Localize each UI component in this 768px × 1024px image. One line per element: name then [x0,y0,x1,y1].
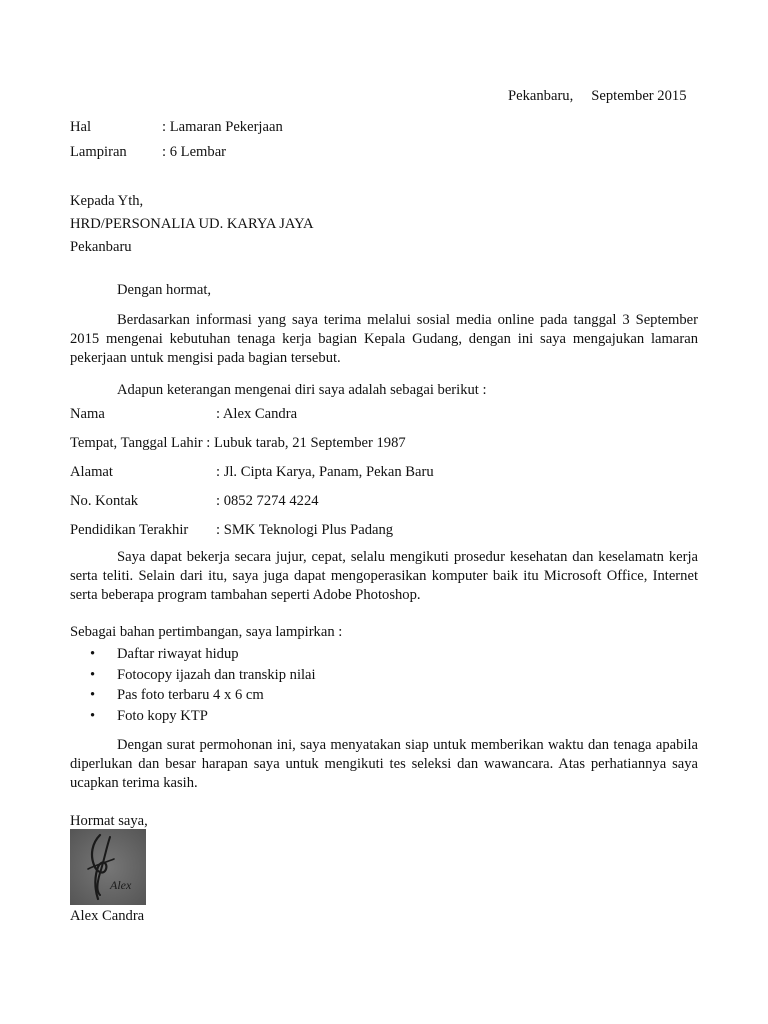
signature-image [70,829,146,905]
identity-intro: Adapun keterangan mengenai diri saya adalah sebagai berikut : [117,382,487,398]
recipient-line-1: Kepada Yth, [70,193,144,209]
identity-label: Tempat, Tanggal Lahir [70,435,203,451]
attachments-list [70,645,316,727]
identity-value: : Alex Candra [216,406,298,422]
attachment-count-value: : 6 Lembar [162,144,227,160]
paragraph-3 [70,736,698,793]
paragraph-3-text: Dengan surat permohonan ini, saya menyatakan siap untuk memberikan waktu dan tenaga apabila diperlukan dan besar harapan saya untuk mengikuti tes seleksi dan wawancara. Atas perhatiannya saya ucapkan terima kasih. [70,737,698,791]
identity-label: Nama [70,406,105,422]
attachment-count-label: Lampiran [70,144,127,160]
bullet-icon: • [90,707,96,724]
place-date [508,87,687,106]
closing-salutation: Hormat saya, [70,813,148,829]
subject-row [70,118,283,137]
signer-name: Alex Candra [70,908,145,924]
list-item [70,707,316,728]
list-item [70,666,316,687]
bullet-icon: • [90,646,96,662]
identity-row-education [70,521,393,540]
identity-row-address [70,463,434,482]
identity-value: : SMK Teknologi Plus Padang [216,522,394,538]
subject-label: Hal [70,119,92,135]
identity-value: : Lubuk tarab, 21 September 1987 [206,435,406,451]
list-item-text: Pas foto terbaru 4 x 6 cm [117,687,264,703]
identity-value: : Jl. Cipta Karya, Panam, Pekan Baru [216,464,434,480]
recipient-line-3: Pekanbaru [70,239,132,255]
signature-icon [70,829,146,905]
greeting: Dengan hormat, [117,282,212,298]
bullet-icon: • [90,666,96,683]
list-item-text: Fotocopy ijazah dan transkip nilai [117,666,316,683]
list-item [70,645,316,666]
list-item-text: Foto kopy KTP [117,707,208,724]
identity-label: Alamat [70,464,113,480]
list-item-text: Daftar riwayat hidup [117,646,239,662]
identity-label: Pendidikan Terakhir [70,522,189,538]
attachment-count-row [70,143,226,162]
paragraph-2: Saya dapat bekerja secara jujur, cepat, selalu mengikuti prosedur kesehatan dan keselamatn kerja serta teliti. Selain dari itu, saya juga dapat mengoperasikan komputer baik itu Microsoft Office, Internet serta beberapa program tambahan seperti Adobe Photoshop. [70,549,698,603]
identity-row-contact [70,492,319,511]
identity-row-birth [70,434,406,453]
signature-text: Alex [110,878,132,892]
recipient-line-2: HRD/PERSONALIA UD. KARYA JAYA [70,216,314,232]
paragraph-1: Berdasarkan informasi yang saya terima melalui sosial media online pada tanggal 3 September 2015 mengenai kebutuhan tenaga kerja bagian Kepala Gudang, dengan ini saya mengajukan lamaran pekerjaan untuk mengisi pada bagian tersebut. [70,312,698,366]
place: Pekanbaru, [508,88,574,104]
list-item [70,686,316,707]
date: September 2015 [591,88,687,104]
subject-value: : Lamaran Pekerjaan [162,119,283,135]
identity-label: No. Kontak [70,493,139,509]
attachments-intro: Sebagai bahan pertimbangan, saya lampirkan : [70,624,343,640]
identity-row-name [70,405,297,424]
bullet-icon: • [90,687,96,703]
identity-value: : 0852 7274 4224 [216,493,319,509]
